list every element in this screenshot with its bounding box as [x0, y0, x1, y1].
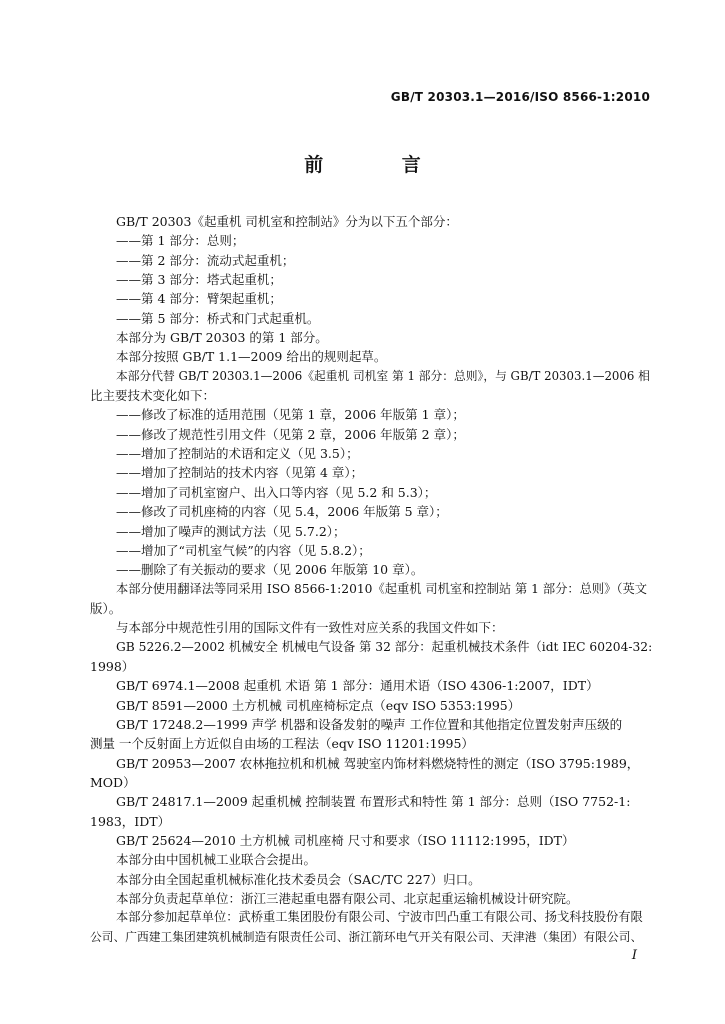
reference-item: GB/T 17248.2—1999 声学 机器和设备发射的噪声 工作位置和其他指定位置发射声压级的 [116, 716, 623, 732]
text-line: 本部分负责起草单位：浙江三港起重电器有限公司、北京起重运输机械设计研究院。 [116, 891, 579, 907]
list-item: ——第 4 部分：臂架起重机； [116, 291, 282, 307]
text-line: 与本部分中规范性引用的国际文件有一致性对应关系的我国文件如下： [116, 620, 504, 636]
text-line: 本部分参加起草单位：武桥重工集团股份有限公司、宁波市凹凸重工有限公司、扬戈科技股份有限 [116, 910, 643, 925]
list-item: ——增加了控制站的术语和定义（见 3.5）； [116, 446, 359, 462]
reference-item: GB/T 20953—2007 农林拖拉机和机械 驾驶室内饰材料燃烧特性的测定（ISO 3795:1989， [116, 755, 640, 771]
page-number: I [631, 948, 637, 963]
reference-item: GB/T 24817.1—2009 起重机械 控制装置 布置形式和特性 第 1 部分：总则（ISO 7752-1: [116, 794, 631, 810]
text-line: 版）。 [90, 600, 122, 616]
list-item: ——删除了有关振动的要求（见 2006 年版第 10 章）。 [116, 562, 424, 578]
text-line: 本部分使用翻译法等同采用 ISO 8566-1:2010《起重机 司机室和控制站 第 1 部分：总则》（英文 [116, 581, 647, 596]
reference-item: 1983，IDT） [90, 813, 171, 829]
standard-number-header: GB/T 20303.1—2016/ISO 8566-1:2010 [390, 90, 650, 104]
text-line: 本部分由全国起重机械标准化技术委员会（SAC/TC 227）归口。 [116, 871, 481, 887]
text-line: 本部分代替 GB/T 20303.1—2006《起重机 司机室 第 1 部分：总则》，与 GB/T 20303.1—2006 相 [116, 368, 650, 383]
reference-item: 1998） [90, 658, 135, 674]
list-item: ——增加了“司机室气候”的内容（见 5.8.2）； [116, 542, 371, 558]
list-item: ——修改了规范性引用文件（见第 2 章，2006 年版第 2 章）； [116, 426, 465, 442]
text-line: 本部分由中国机械工业联合会提出。 [116, 852, 317, 868]
text-line: 本部分按照 GB/T 1.1—2009 给出的规则起草。 [116, 349, 387, 365]
list-item: ——第 1 部分：总则； [116, 233, 245, 249]
reference-item: GB/T 6974.1—2008 起重机 术语 第 1 部分：通用术语（ISO 4306-1:2007，IDT） [116, 678, 599, 694]
reference-item: GB 5226.2—2002 机械安全 机械电气设备 第 32 部分：起重机械技术条件（idt IEC 60204-32: [116, 639, 652, 654]
reference-item: GB/T 25624—2010 土方机械 司机座椅 尺寸和要求（ISO 11112:1995，IDT） [116, 833, 575, 848]
list-item: ——增加了司机室窗户、出入口等内容（见 5.2 和 5.3）； [116, 484, 437, 500]
list-item: ——修改了司机座椅的内容（见 5.4，2006 年版第 5 章）； [116, 504, 448, 520]
reference-item: MOD） [90, 774, 136, 790]
list-item: ——第 3 部分：塔式起重机； [116, 272, 282, 288]
page-title: 前 言 [304, 154, 457, 176]
list-item: ——第 5 部分：桥式和门式起重机。 [116, 310, 320, 326]
list-item: ——增加了控制站的技术内容（见第 4 章）； [116, 465, 364, 481]
text-line: GB/T 20303《起重机 司机室和控制站》分为以下五个部分： [116, 214, 458, 229]
list-item: ——增加了噪声的测试方法（见 5.7.2）； [116, 523, 346, 539]
text-line: 本部分为 GB/T 20303 的第 1 部分。 [116, 330, 328, 346]
list-item: ——第 2 部分：流动式起重机； [116, 252, 295, 268]
text-line: 比主要技术变化如下： [90, 388, 216, 404]
list-item: ——修改了标准的适用范围（见第 1 章，2006 年版第 1 章）； [116, 407, 465, 423]
reference-item: 测量 一个反射面上方近似自由场的工程法（eqv ISO 11201:1995） [90, 736, 474, 752]
document-body [90, 212, 652, 947]
reference-item: GB/T 8591—2000 土方机械 司机座椅标定点（eqv ISO 5353:1995） [116, 697, 521, 713]
text-line: 公司、广西建工集团建筑机械制造有限责任公司、浙江箭环电气开关有限公司、天津港（集团）有限公司、 [90, 929, 643, 944]
